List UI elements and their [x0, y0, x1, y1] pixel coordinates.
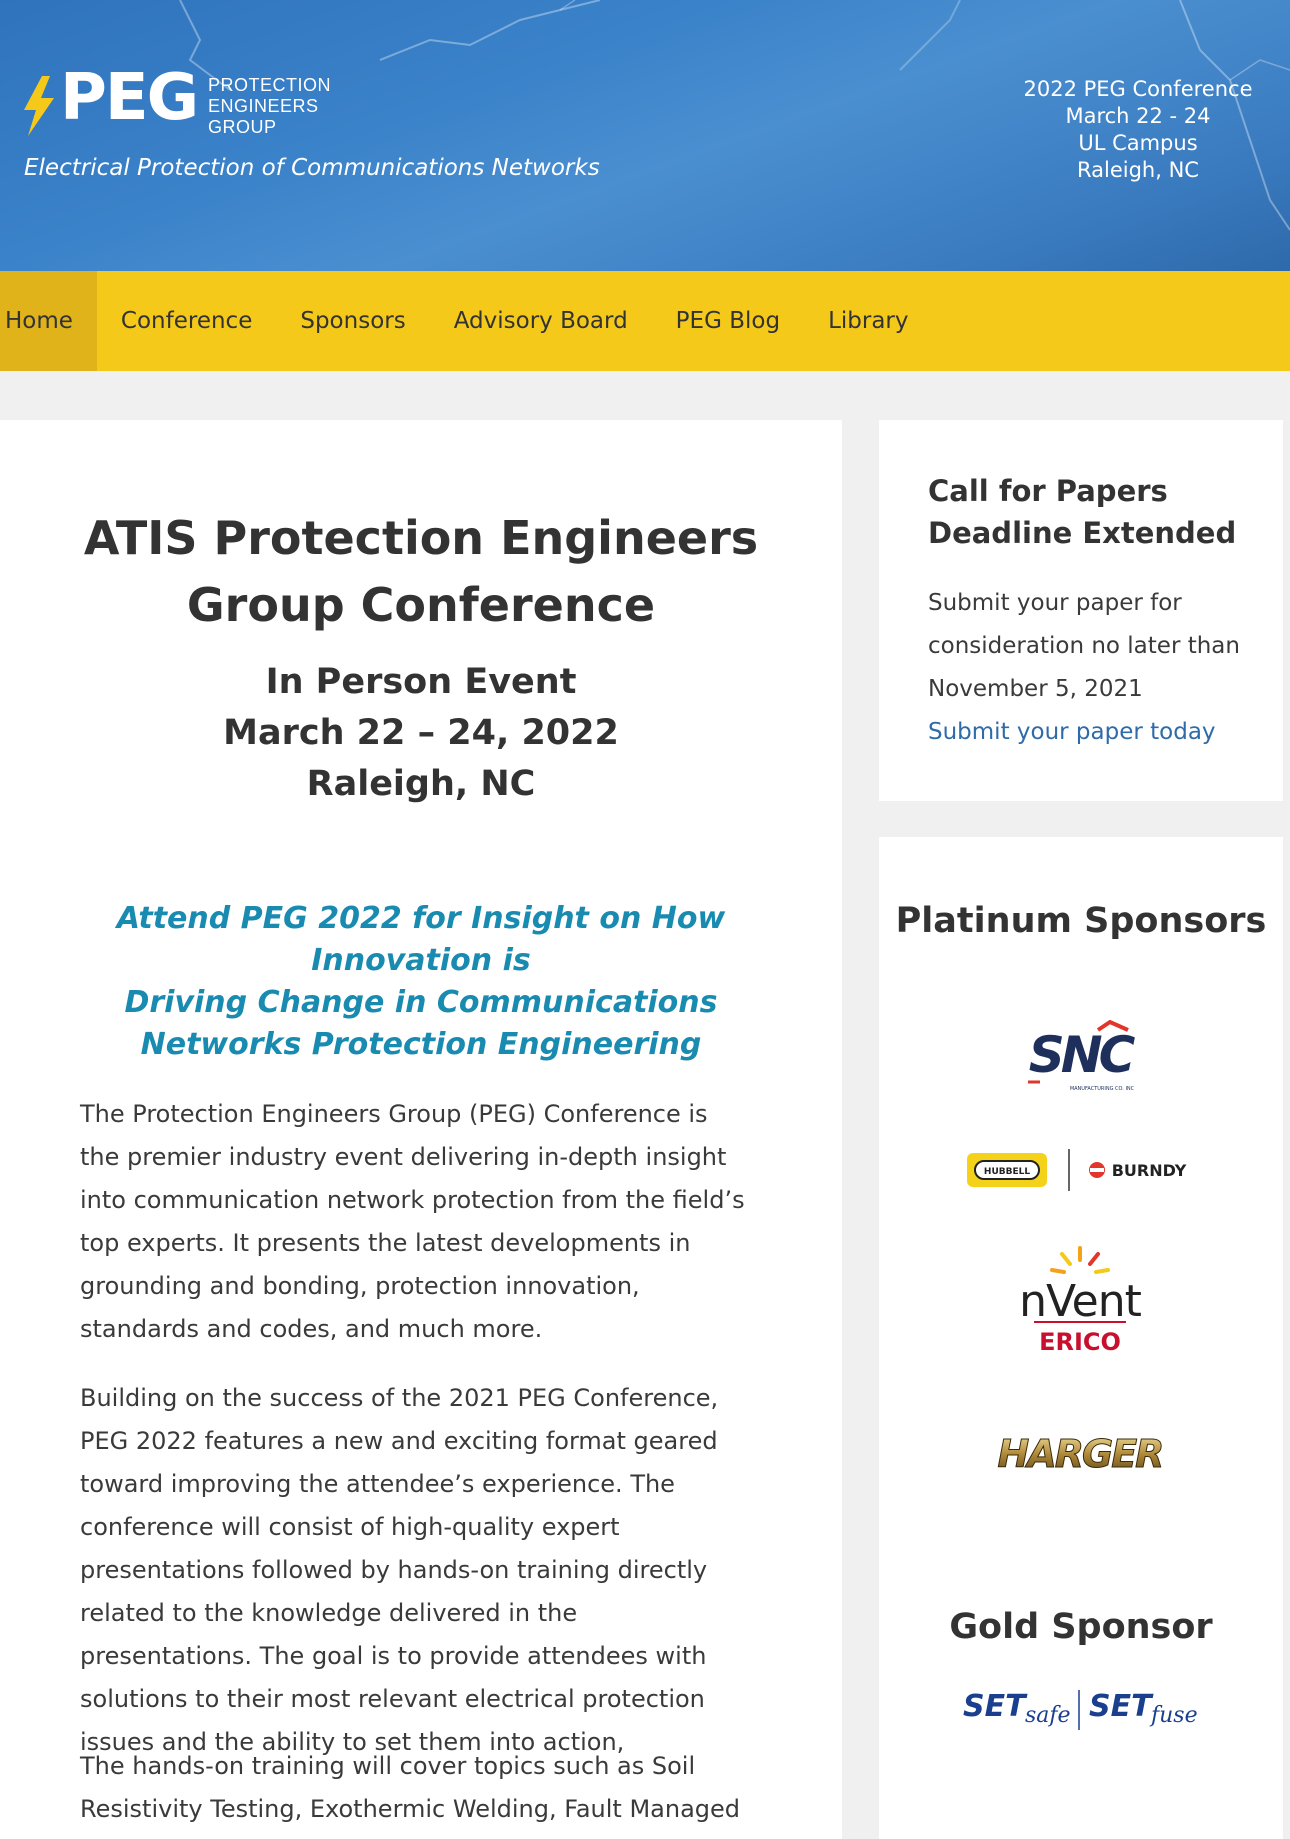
header-event-info [1018, 76, 1258, 184]
format-paragraph: Building on the success of the 2021 PEG Conference, PEG 2022 features a new and exciting format geared toward improving the attendee’s experience. The conference will consist of high-quality expert presentations followed by hands-on training directly related to the knowledge delivered in the presentations. The goal is to provide attendees with solutions to their most relevant electrical protection issues and the ability to set them into action, [80, 1384, 719, 1756]
logo-wordmark: PEG [60, 61, 198, 135]
svg-text:fuse: fuse [1151, 1703, 1198, 1728]
insight-heading: Attend PEG 2022 for Insight on How Innovation is Driving Change in Communications Networks Protection Engineering [116, 901, 726, 1062]
lightning-bolt-icon [22, 76, 56, 136]
hubbell-burndy-sponsor-logo[interactable] [965, 1145, 1195, 1195]
svg-text:safe: safe [1025, 1703, 1071, 1728]
event-subtitle [40, 657, 802, 810]
nav-conference[interactable]: Conference [120, 308, 253, 334]
cfp-description: Submit your paper for consideration no later than November 5, 2021 [928, 590, 1240, 702]
gold-sponsor-heading: Gold Sponsor [949, 1607, 1213, 1647]
nav-advisory-board[interactable]: Advisory Board [453, 308, 628, 334]
event-date-range: March 22 – 24, 2022 [223, 713, 619, 753]
cfp-title: Call for Papers Deadline Extended [928, 474, 1237, 550]
svg-text:SNC: SNC [1028, 1026, 1132, 1084]
svg-text:HUBBELL: HUBBELL [983, 1167, 1031, 1177]
main-nav [0, 271, 1290, 371]
setsafe-setfuse-sponsor-logo[interactable] [955, 1680, 1205, 1735]
page-title: ATIS Protection Engineers Group Conference [83, 511, 759, 632]
peg-logo[interactable] [22, 61, 342, 142]
nav-peg-blog[interactable]: PEG Blog [675, 308, 781, 334]
svg-text:ERICO: ERICO [1039, 1328, 1121, 1356]
nvent-erico-sponsor-logo[interactable] [1010, 1240, 1150, 1365]
event-format: In Person Event [265, 662, 577, 702]
svg-text:HARGER: HARGER [997, 1432, 1163, 1476]
event-name: 2022 PEG Conference [1023, 77, 1253, 101]
event-venue: UL Campus [1078, 131, 1198, 155]
nav-library[interactable]: Library [828, 308, 909, 334]
nav-sponsors[interactable]: Sponsors [300, 308, 406, 334]
event-city: Raleigh, NC [1077, 158, 1199, 182]
svg-text:SET: SET [1089, 1689, 1152, 1724]
svg-text:BURNDY: BURNDY [1111, 1161, 1187, 1180]
logo-org-name: PROTECTION ENGINEERS GROUP [208, 75, 332, 137]
svg-text:nVent: nVent [1019, 1276, 1141, 1327]
site-tagline: Electrical Protection of Communications Networks [24, 155, 600, 181]
platinum-sponsors-heading: Platinum Sponsors [895, 901, 1267, 941]
event-dates: March 22 - 24 [1065, 104, 1211, 128]
event-location: Raleigh, NC [306, 764, 536, 804]
intro-paragraph: The Protection Engineers Group (PEG) Conference is the premier industry event delivering in-depth insight into communication network protection from the field’s top experts. It presents the latest developments in grounding and bonding, protection innovation, standards and codes, and much more. [80, 1100, 745, 1343]
submit-paper-link[interactable]: Submit your paper today [928, 719, 1216, 745]
snc-sponsor-logo[interactable] [1010, 1020, 1150, 1100]
training-paragraph: The hands-on training will cover topics such as Soil Resistivity Testing, Exothermic Welding, Fault Managed [80, 1752, 741, 1823]
harger-sponsor-logo[interactable] [975, 1425, 1185, 1480]
svg-text:MANUFACTURING CO. INC: MANUFACTURING CO. INC [1069, 1086, 1135, 1092]
svg-text:SET: SET [963, 1689, 1026, 1724]
site-header [0, 0, 1290, 271]
nav-home[interactable]: Home [0, 271, 97, 371]
